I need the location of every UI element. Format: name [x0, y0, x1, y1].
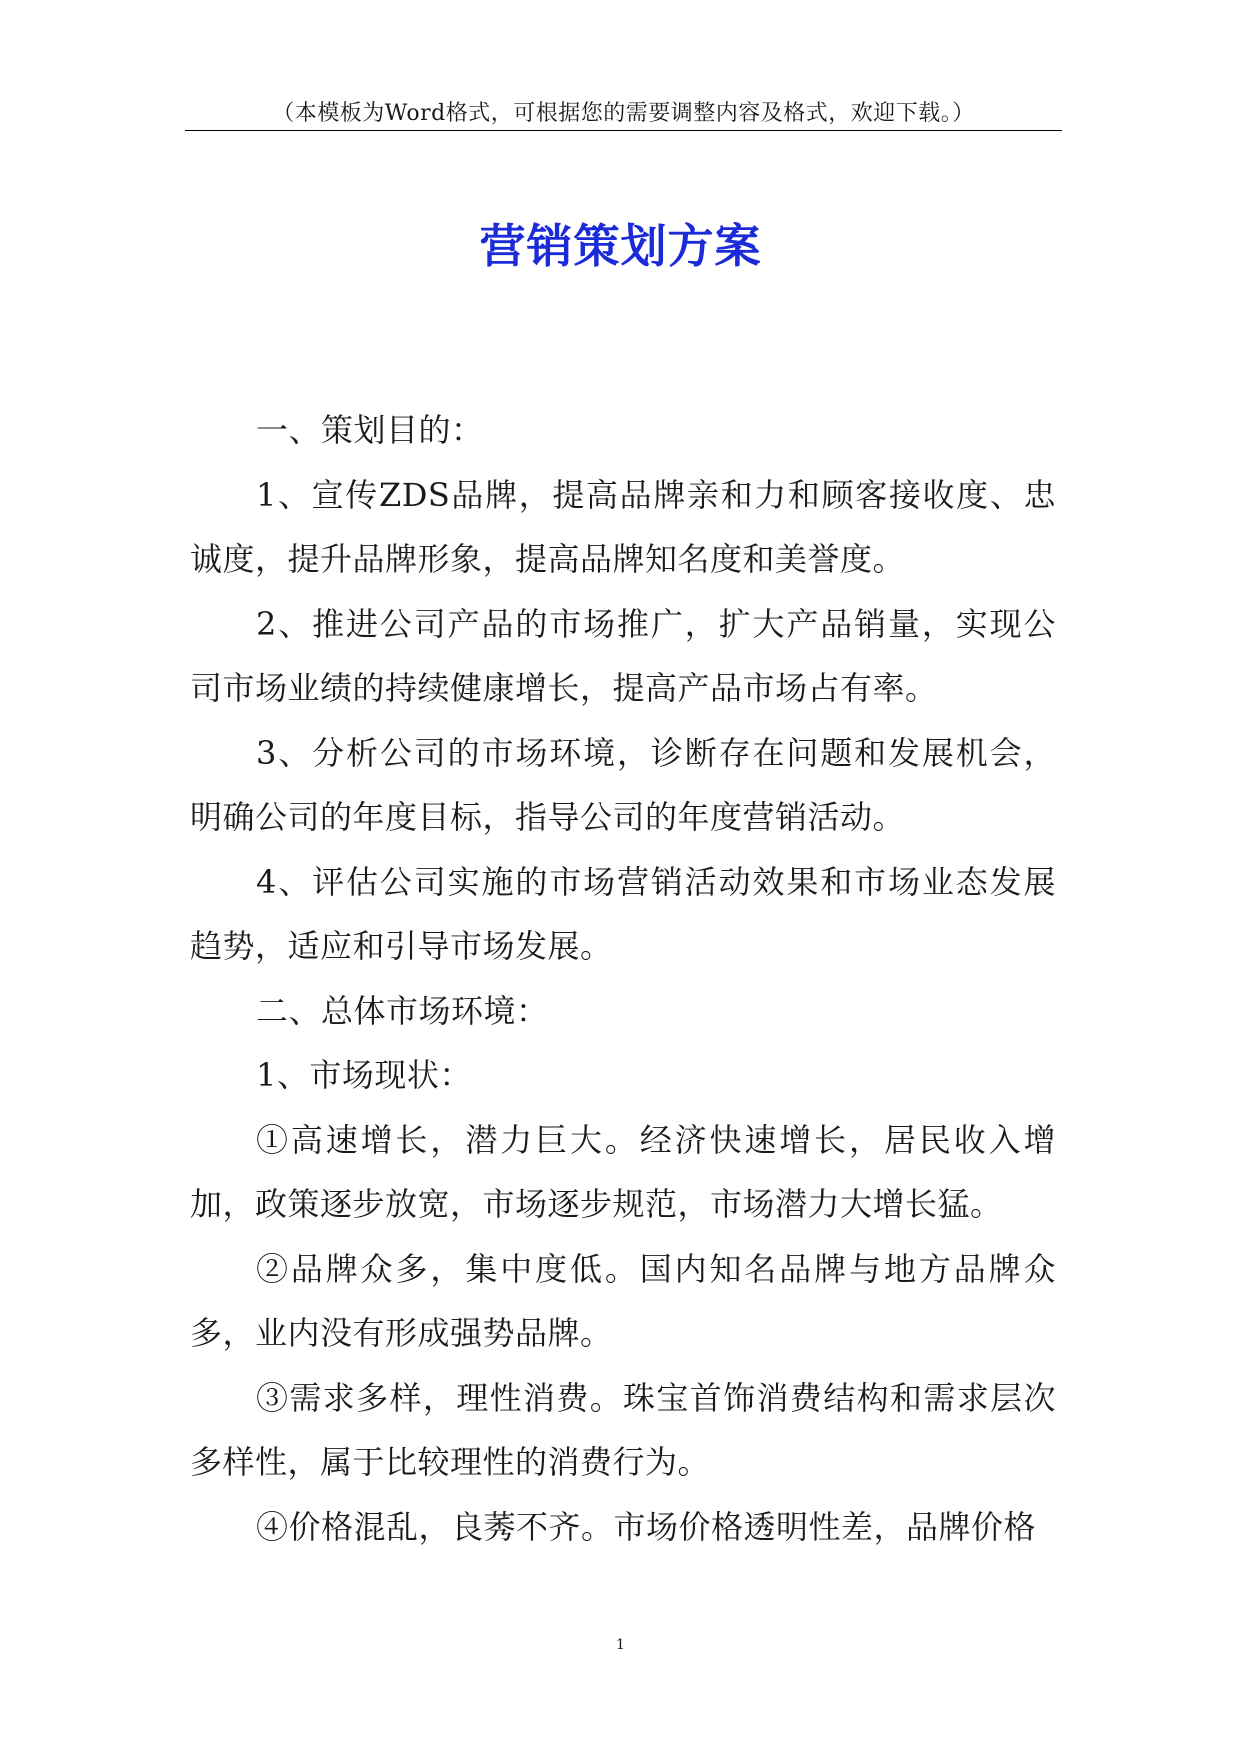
paragraph: ③需求多样，理性消费。珠宝首饰消费结构和需求层次多样性，属于比较理性的消费行为。 — [190, 1378, 1056, 1481]
header-note: （本模板为Word格式，可根据您的需要调整内容及格式，欢迎下载。） — [272, 101, 975, 126]
paragraph: 3、分析公司的市场环境，诊断存在问题和发展机会，明确公司的年度目标，指导公司的年度营销活动。 — [190, 733, 1056, 836]
paragraph: 1、宣传ZDS品牌，提高品牌亲和力和顾客接收度、忠诚度，提升品牌形象，提高品牌知名度和美誉度。 — [190, 475, 1056, 578]
paragraph: ①高速增长，潜力巨大。经济快速增长，居民收入增加，政策逐步放宽，市场逐步规范，市场潜力大增长猛。 — [190, 1120, 1056, 1223]
header-divider — [185, 130, 1062, 131]
paragraph: ④价格混乱，良莠不齐。市场价格透明性差，品牌价格 — [256, 1507, 1037, 1546]
page-number: 1 — [616, 1637, 625, 1653]
section-heading-purpose: 一、策划目的： — [256, 411, 484, 449]
paragraph: 4、评估公司实施的市场营销活动效果和市场业态发展趋势，适应和引导市场发展。 — [190, 862, 1056, 965]
paragraph: 2、推进公司产品的市场推广，扩大产品销量，实现公司市场业绩的持续健康增长，提高产品市场占有率。 — [190, 604, 1056, 707]
paragraph: ②品牌众多，集中度低。国内知名品牌与地方品牌众多，业内没有形成强势品牌。 — [190, 1249, 1056, 1352]
document-title: 营销策划方案 — [479, 219, 762, 273]
document-body — [190, 398, 1056, 1559]
subsection-heading: 1、市场现状： — [256, 1056, 472, 1094]
section-heading-market: 二、总体市场环境： — [256, 991, 549, 1030]
